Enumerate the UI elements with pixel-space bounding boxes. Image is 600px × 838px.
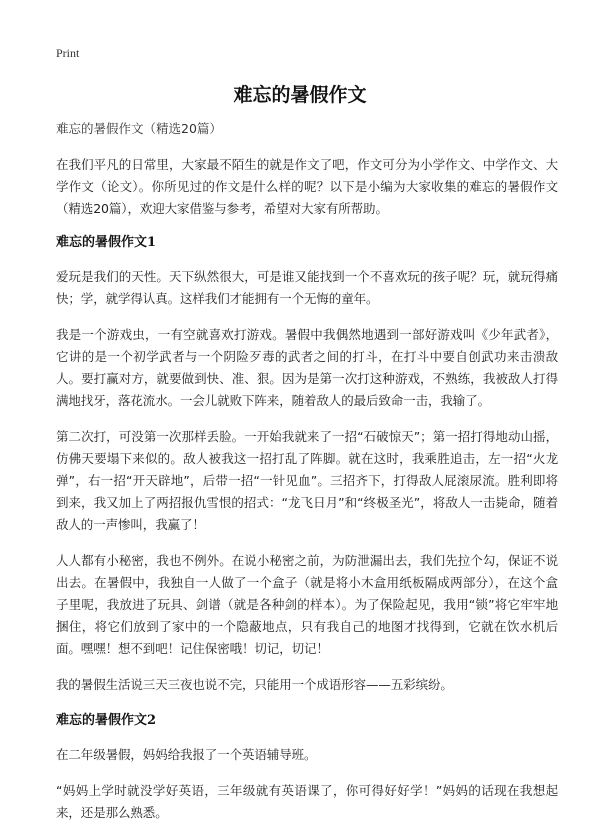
intro-paragraph: 在我们平凡的日常里，大家最不陌生的就是作文了吧，作文可分为小学作文、中学作文、大学作文（论文）。你所见过的作文是什么样的呢？以下是小编为大家收集的难忘的暑假作文（精选20篇），欢迎大家借鉴与参考，希望对大家有所帮助。 — [56, 157, 558, 216]
section-1-paragraph-4: 人人都有小秘密，我也不例外。在说小秘密之前，为防泄漏出去，我们先拉个勾，保证不说出去。在暑假中，我独自一人做了一个盒子（就是将小木盒用纸板隔成两部分），在这个盒子里呢，我放进了玩具、剑谱（就是各种剑的样本）。为了保险起见，我用“锁”将它牢牢地捆住，将它们放到了家中的一个隐蔽地点，只有我自己的地图才找得到，它就在饮水机后面。嘿嘿！想不到吧！记住保密哦！切记，切记！ — [56, 553, 558, 656]
print-link[interactable]: Print — [56, 46, 80, 60]
section-heading-1: 难忘的暑假作文1 — [56, 235, 157, 250]
article-body — [56, 120, 558, 838]
page-title: 难忘的暑假作文 — [233, 84, 367, 106]
section-1-paragraph-1: 爱玩是我们的天性。天下纵然很大，可是谁又能找到一个不喜欢玩的孩子呢？玩，就玩得痛快；学，就学得认真。这样我们才能拥有一个无悔的童年。 — [56, 269, 558, 306]
section-heading-2: 难忘的暑假作文2 — [56, 713, 157, 728]
section-1-paragraph-3: 第二次打，可没第一次那样丢脸。一开始我就来了一招“石破惊天”；第一招打得地动山摇，仿佛天要塌下来似的。敌人被我这一招打乱了阵脚。就在这时，我乘胜追击，左一招“火龙弹”，右一招“开天辟地”，后带一招“一针见血”。三招齐下，打得敌人屁滚尿流。胜利即将到来，我又加上了两招报仇雪恨的招式：“龙飞日月”和“终极圣光”，将敌人一击毙命，随着敌人的一声惨叫，我赢了！ — [56, 429, 558, 532]
section-1-paragraph-5: 我的暑假生活说三天三夜也说不完，只能用一个成语形容——五彩缤纷。 — [56, 677, 453, 692]
article-subtitle: 难忘的暑假作文（精选20篇） — [56, 121, 222, 136]
section-2-paragraph-1: 在二年级暑假，妈妈给我报了一个英语辅导班。 — [56, 747, 317, 762]
section-1-paragraph-2: 我是一个游戏虫，一有空就喜欢打游戏。暑假中我偶然地遇到一部好游戏叫《少年武者》，它讲的是一个初学武者与一个阴险歹毒的武者之间的打斗，在打斗中要自创武功来击溃敌人。要打赢对方，就要做到快、准、狠。因为是第一次打这种游戏，不熟练，我被敌人打得满地找牙，落花流水。一会儿就败下阵来，随着敌人的最后致命一击，我输了。 — [56, 327, 558, 408]
section-2-paragraph-2: “妈妈上学时就没学好英语，三年级就有英语课了，你可得好好学！”妈妈的话现在我想起来，还是那么熟悉。 — [56, 783, 558, 820]
